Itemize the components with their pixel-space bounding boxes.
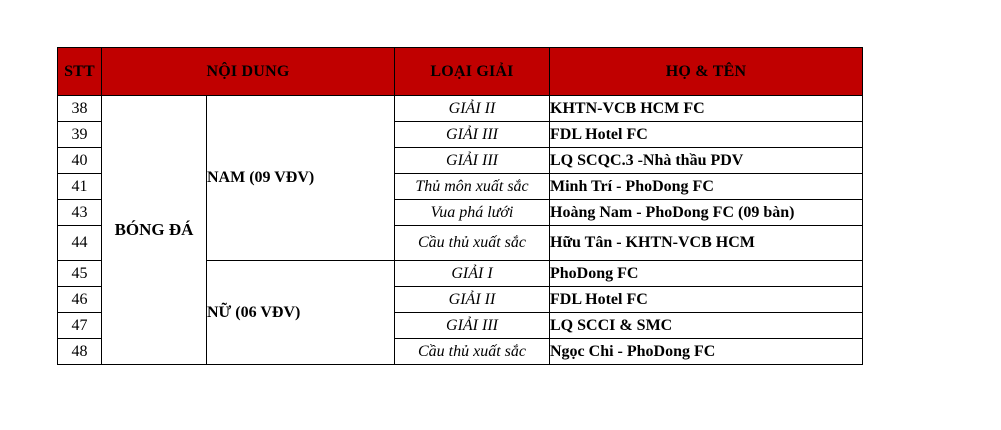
winner-cell: Minh Trí - PhoDong FC <box>550 174 863 200</box>
award-cell: GIẢI II <box>395 287 550 313</box>
winner-cell: FDL Hotel FC <box>550 122 863 148</box>
award-cell: Thủ môn xuất sắc <box>395 174 550 200</box>
table-row <box>58 96 863 122</box>
category-nam: NAM (09 VĐV) <box>207 96 395 261</box>
header-stt: STT <box>58 48 102 96</box>
stt-cell: 39 <box>58 122 102 148</box>
header-loai-giai: LOẠI GIẢI <box>395 48 550 96</box>
header-ho-ten: HỌ & TÊN <box>550 48 863 96</box>
stt-cell: 43 <box>58 200 102 226</box>
winner-cell: Hữu Tân - KHTN-VCB HCM <box>550 226 863 261</box>
award-cell: GIẢI I <box>395 261 550 287</box>
stt-cell: 41 <box>58 174 102 200</box>
header-noi-dung: NỘI DUNG <box>102 48 395 96</box>
sport-cell: BÓNG ĐÁ <box>102 96 207 365</box>
winner-cell: LQ SCQC.3 -Nhà thầu PDV <box>550 148 863 174</box>
awards-table <box>57 47 863 365</box>
award-cell: GIẢI III <box>395 122 550 148</box>
winner-cell: Ngọc Chi - PhoDong FC <box>550 339 863 365</box>
stt-cell: 47 <box>58 313 102 339</box>
winner-cell: Hoàng Nam - PhoDong FC (09 bàn) <box>550 200 863 226</box>
stt-cell: 38 <box>58 96 102 122</box>
winner-cell: KHTN-VCB HCM FC <box>550 96 863 122</box>
award-cell: GIẢI II <box>395 96 550 122</box>
stt-cell: 44 <box>58 226 102 261</box>
award-cell: Vua phá lưới <box>395 200 550 226</box>
winner-cell: FDL Hotel FC <box>550 287 863 313</box>
stt-cell: 46 <box>58 287 102 313</box>
stt-cell: 45 <box>58 261 102 287</box>
award-cell: GIẢI III <box>395 148 550 174</box>
stt-cell: 40 <box>58 148 102 174</box>
category-nu: NỮ (06 VĐV) <box>207 261 395 365</box>
award-cell: GIẢI III <box>395 313 550 339</box>
winner-cell: LQ SCCI & SMC <box>550 313 863 339</box>
winner-cell: PhoDong FC <box>550 261 863 287</box>
award-cell: Cầu thủ xuất sắc <box>395 226 550 261</box>
stt-cell: 48 <box>58 339 102 365</box>
award-cell: Cầu thủ xuất sắc <box>395 339 550 365</box>
header-row <box>58 48 863 96</box>
